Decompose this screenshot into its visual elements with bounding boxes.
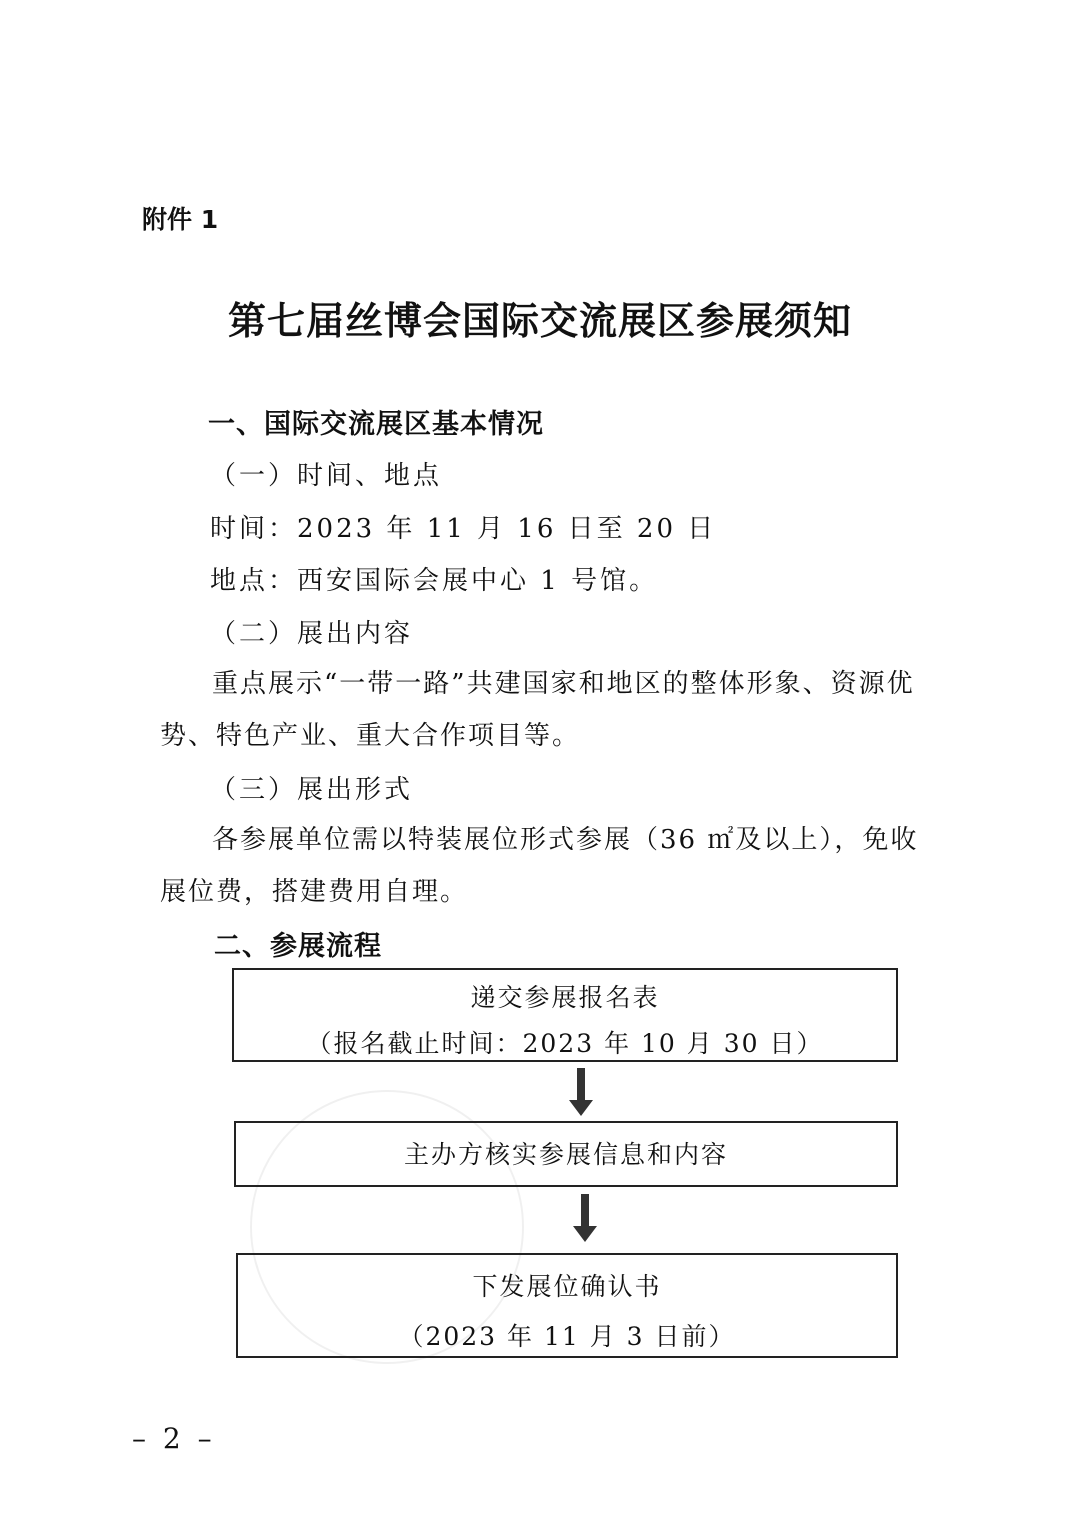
attachment-label: 附件 1 bbox=[142, 205, 219, 234]
format-paragraph: 各参展单位需以特装展位形式参展（36 ㎡及以上），免收展位费，搭建费用自理。 bbox=[160, 825, 919, 907]
flow-step-verify bbox=[234, 1121, 898, 1187]
event-place: 地点：西安国际会展中心 1 号馆。 bbox=[210, 566, 659, 596]
flow-step-confirmation bbox=[236, 1253, 898, 1358]
page-number: – 2 – bbox=[132, 1422, 216, 1455]
down-arrow-icon bbox=[566, 1068, 596, 1118]
subheading-time-place: （一）时间、地点 bbox=[210, 461, 443, 491]
document-title: 第七届丝博会国际交流展区参展须知 bbox=[227, 298, 852, 343]
flow-step-title: 递交参展报名表 bbox=[470, 983, 660, 1012]
flow-step-note: （2023 年 11 月 3 日前） bbox=[398, 1322, 736, 1351]
subheading-format: （三）展出形式 bbox=[210, 775, 414, 805]
subheading-content: （二）展出内容 bbox=[210, 619, 414, 649]
down-arrow-icon bbox=[570, 1194, 600, 1244]
flow-step-note: （报名截止时间：2023 年 10 月 30 日） bbox=[306, 1029, 824, 1058]
content-paragraph: 重点展示“一带一路”共建国家和地区的整体形象、资源优势、特色产业、重大合作项目等。 bbox=[160, 669, 915, 751]
section-heading-process: 二、参展流程 bbox=[214, 931, 382, 962]
flow-step-submit-form bbox=[232, 968, 898, 1062]
flow-step-title: 主办方核实参展信息和内容 bbox=[403, 1140, 728, 1169]
flow-step-title: 下发展位确认书 bbox=[472, 1272, 662, 1301]
event-time: 时间：2023 年 11 月 16 日至 20 日 bbox=[210, 514, 717, 544]
section-heading-basic-info: 一、国际交流展区基本情况 bbox=[208, 409, 544, 440]
